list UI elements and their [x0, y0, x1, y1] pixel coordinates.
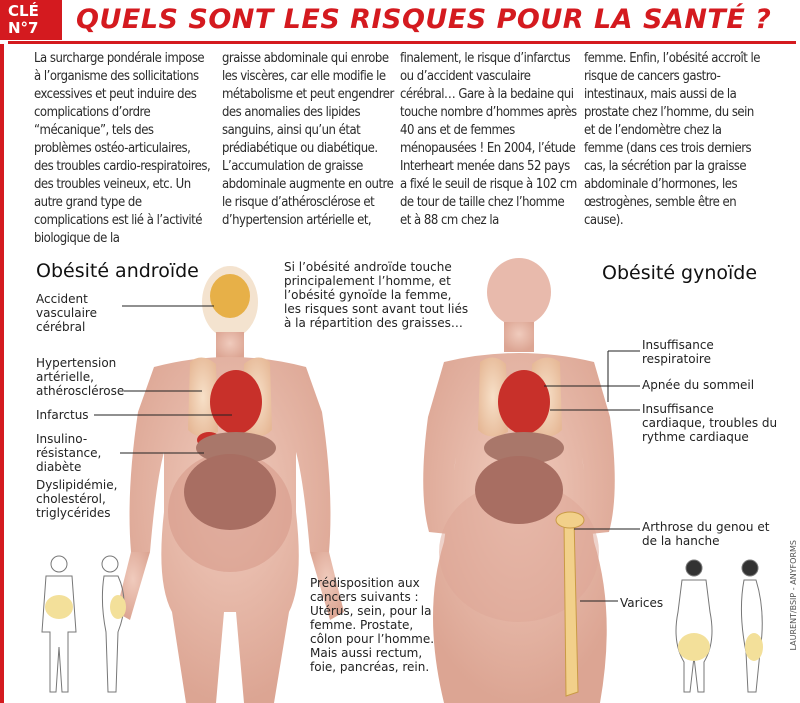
text-column-2: graisse abdominale qui enrobe les viscères, car elle modifie le métabolisme et peut engendrer des anomalies des lipides sanguins, ainsi qu’un état prédiabétique ou diabétique. L’accumulation de graisse abdominale augmente en outre le risque d’athérosclérose et d’hypertension artérielle et, — [222, 51, 394, 228]
text-column-4: femme. Enfin, l’obésité accroît le risque de cancers gastro-intestinaux, mais aussi de la prostate chez l’homme, du sein et de l’endomètre chez la femme (dans ces trois derniers cas, la sécrétion par la graisse abdominale d’hormones, les œstrogènes, semble être en cause). — [584, 51, 761, 228]
small-male-silhouettes — [42, 556, 126, 692]
label-avc: Accident vasculaire cérébral — [36, 292, 97, 334]
label-insulino: Insulino-résistance, diabète — [36, 432, 102, 474]
text-column-3: finalement, le risque d’infarctus ou d’accident vasculaire cérébral… Gare à la bedaine qui touche nombre d’hommes après 40 ans et de femmes ménopausées ! En 2004, l’étude Interheart menée dans 52 pays a fixé le seuil de risque à 102 cm de tour de taille chez l’homme et à 88 cm chez la — [400, 51, 577, 228]
label-arthrose: Arthrose du genou et de la hanche — [642, 520, 770, 548]
cancers-caption: Prédisposition aux cancers suivants : Utérus, sein, pour la femme. Prostate, côlon pour l’homme. Mais aussi rectum, foie, pancréas, rein. — [310, 576, 435, 674]
page-title: QUELS SONT LES RISQUES POUR LA SANTÉ ? — [76, 4, 772, 35]
badge-line-1: CLÉ — [8, 2, 39, 20]
badge-line-2: N°7 — [8, 19, 39, 37]
label-hypertension: Hypertension artérielle, athérosclérose — [36, 356, 125, 398]
label-varices: Varices — [620, 596, 664, 610]
key-badge — [0, 0, 62, 40]
small-female-silhouettes — [676, 560, 763, 692]
label-cardiaque: Insuffisance cardiaque, troubles du rythme cardiaque — [642, 402, 778, 444]
label-dyslipidemie: Dyslipidémie, cholestérol, triglycérides — [36, 478, 118, 520]
android-title: Obésité androïde — [36, 260, 199, 282]
title-divider — [8, 41, 796, 44]
label-infarctus: Infarctus — [36, 408, 89, 422]
photo-credit: LAURENT/BSIP - ANYFORMS — [789, 540, 798, 651]
anatomy-figure — [4, 252, 780, 703]
gynoid-title: Obésité gynoïde — [602, 262, 758, 284]
label-respiratoire: Insuffisance respiratoire — [642, 338, 714, 366]
label-apnee: Apnée du sommeil — [642, 378, 755, 392]
intro-caption: Si l’obésité androïde touche principalement l’homme, et l’obésité gynoïde la femme, les risques sont avant tout liés à la répartition des graisses… — [284, 260, 469, 330]
text-column-1: La surcharge pondérale impose à l’organisme des sollicitations excessives et peut induire des complications d’ordre “mécanique”, tels des problèmes ostéo-articulaires, des troubles cardio-respiratoires, des troubles veineux, etc. Un autre grand type de complications est lié à l’activité biologique de la — [34, 51, 211, 246]
